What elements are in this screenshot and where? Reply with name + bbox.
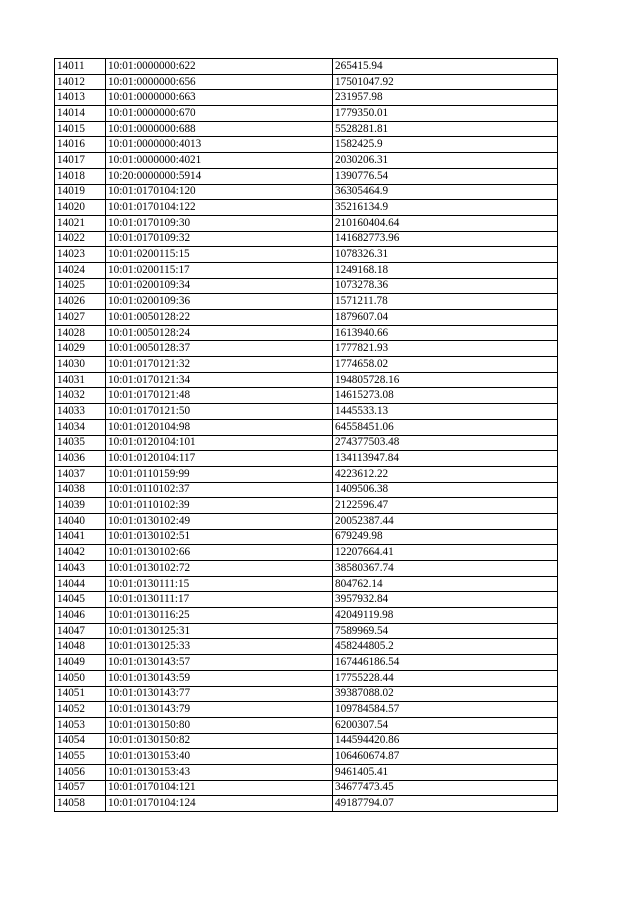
row-number-cell: 14056 (55, 764, 106, 780)
cadastral-number-cell: 10:01:0120104:101 (106, 435, 333, 451)
value-cell: 5528281.81 (333, 121, 558, 137)
cadastral-number-cell: 10:01:0000000:688 (106, 121, 333, 137)
table-row (55, 451, 558, 467)
cadastral-number-cell: 10:01:0050128:22 (106, 310, 333, 326)
cadastral-number-cell: 10:01:0130153:43 (106, 764, 333, 780)
row-number-cell: 14014 (55, 106, 106, 122)
row-number-cell: 14048 (55, 639, 106, 655)
table-row (55, 780, 558, 796)
cadastral-number-cell: 10:01:0130143:77 (106, 686, 333, 702)
table-row (55, 74, 558, 90)
value-cell: 1078326.31 (333, 247, 558, 263)
row-number-cell: 14024 (55, 262, 106, 278)
table-row (55, 90, 558, 106)
row-number-cell: 14054 (55, 733, 106, 749)
cadastral-number-cell: 10:01:0200115:17 (106, 262, 333, 278)
table-row (55, 498, 558, 514)
row-number-cell: 14052 (55, 702, 106, 718)
value-cell: 2122596.47 (333, 498, 558, 514)
row-number-cell: 14031 (55, 372, 106, 388)
row-number-cell: 14032 (55, 388, 106, 404)
value-cell: 49187794.07 (333, 796, 558, 812)
row-number-cell: 14043 (55, 561, 106, 577)
cadastral-number-cell: 10:01:0130143:79 (106, 702, 333, 718)
row-number-cell: 14027 (55, 310, 106, 326)
row-number-cell: 14018 (55, 168, 106, 184)
value-cell: 17501047.92 (333, 74, 558, 90)
table-row (55, 106, 558, 122)
row-number-cell: 14057 (55, 780, 106, 796)
table-row (55, 592, 558, 608)
value-cell: 1409506.38 (333, 482, 558, 498)
row-number-cell: 14019 (55, 184, 106, 200)
value-cell: 1779350.01 (333, 106, 558, 122)
row-number-cell: 14034 (55, 419, 106, 435)
table-row (55, 341, 558, 357)
value-cell: 679249.98 (333, 529, 558, 545)
value-cell: 2030206.31 (333, 153, 558, 169)
cadastral-number-cell: 10:01:0000000:622 (106, 59, 333, 75)
row-number-cell: 14033 (55, 404, 106, 420)
cadastral-number-cell: 10:01:0170121:48 (106, 388, 333, 404)
cadastral-number-cell: 10:01:0000000:4021 (106, 153, 333, 169)
table-row (55, 372, 558, 388)
cadastral-number-cell: 10:01:0170104:124 (106, 796, 333, 812)
cadastral-number-cell: 10:01:0000000:670 (106, 106, 333, 122)
cadastral-number-cell: 10:01:0130150:80 (106, 717, 333, 733)
cadastral-number-cell: 10:01:0130102:66 (106, 545, 333, 561)
row-number-cell: 14021 (55, 215, 106, 231)
table-row (55, 733, 558, 749)
cadastral-number-cell: 10:01:0170121:50 (106, 404, 333, 420)
row-number-cell: 14029 (55, 341, 106, 357)
cadastral-number-cell: 10:01:0130102:49 (106, 513, 333, 529)
value-cell: 1777821.93 (333, 341, 558, 357)
table-row (55, 686, 558, 702)
value-cell: 4223612.22 (333, 466, 558, 482)
value-cell: 141682773.96 (333, 231, 558, 247)
row-number-cell: 14028 (55, 325, 106, 341)
cadastral-number-cell: 10:01:0130143:59 (106, 670, 333, 686)
row-number-cell: 14015 (55, 121, 106, 137)
table-row (55, 717, 558, 733)
value-cell: 1571211.78 (333, 294, 558, 310)
row-number-cell: 14051 (55, 686, 106, 702)
cadastral-number-cell: 10:01:0000000:4013 (106, 137, 333, 153)
table-row (55, 278, 558, 294)
row-number-cell: 14058 (55, 796, 106, 812)
table-row (55, 404, 558, 420)
value-cell: 36305464.9 (333, 184, 558, 200)
row-number-cell: 14047 (55, 623, 106, 639)
row-number-cell: 14030 (55, 357, 106, 373)
table-row (55, 200, 558, 216)
table-row (55, 215, 558, 231)
value-cell: 458244805.2 (333, 639, 558, 655)
value-cell: 20052387.44 (333, 513, 558, 529)
cadastral-number-cell: 10:01:0120104:117 (106, 451, 333, 467)
cadastral-number-cell: 10:01:0110102:39 (106, 498, 333, 514)
cadastral-number-cell: 10:01:0200109:36 (106, 294, 333, 310)
row-number-cell: 14042 (55, 545, 106, 561)
table-row (55, 529, 558, 545)
row-number-cell: 14023 (55, 247, 106, 263)
table-row (55, 670, 558, 686)
cadastral-number-cell: 10:01:0110102:37 (106, 482, 333, 498)
table-row (55, 435, 558, 451)
table-row (55, 749, 558, 765)
row-number-cell: 14050 (55, 670, 106, 686)
value-cell: 38580367.74 (333, 561, 558, 577)
row-number-cell: 14035 (55, 435, 106, 451)
value-cell: 6200307.54 (333, 717, 558, 733)
cadastral-number-cell: 10:01:0170121:32 (106, 357, 333, 373)
value-cell: 7589969.54 (333, 623, 558, 639)
cadastral-number-cell: 10:01:0130111:15 (106, 576, 333, 592)
value-cell: 804762.14 (333, 576, 558, 592)
value-cell: 1582425.9 (333, 137, 558, 153)
table-row (55, 357, 558, 373)
value-cell: 17755228.44 (333, 670, 558, 686)
table-row (55, 796, 558, 812)
value-cell: 1445533.13 (333, 404, 558, 420)
value-cell: 167446186.54 (333, 655, 558, 671)
table-row (55, 325, 558, 341)
value-cell: 64558451.06 (333, 419, 558, 435)
cadastral-number-cell: 10:01:0000000:663 (106, 90, 333, 106)
cadastral-number-cell: 10:01:0130111:17 (106, 592, 333, 608)
row-number-cell: 14012 (55, 74, 106, 90)
value-cell: 134113947.84 (333, 451, 558, 467)
table-row (55, 561, 558, 577)
cadastral-number-cell: 10:01:0130125:33 (106, 639, 333, 655)
table-row (55, 388, 558, 404)
cadastral-number-cell: 10:01:0130116:25 (106, 608, 333, 624)
cadastral-number-cell: 10:01:0130153:40 (106, 749, 333, 765)
row-number-cell: 14040 (55, 513, 106, 529)
table-row (55, 294, 558, 310)
row-number-cell: 14036 (55, 451, 106, 467)
value-cell: 35216134.9 (333, 200, 558, 216)
table-row (55, 466, 558, 482)
value-cell: 1613940.66 (333, 325, 558, 341)
table-row (55, 231, 558, 247)
value-cell: 106460674.87 (333, 749, 558, 765)
value-cell: 265415.94 (333, 59, 558, 75)
table-row (55, 419, 558, 435)
value-cell: 210160404.64 (333, 215, 558, 231)
value-cell: 3957932.84 (333, 592, 558, 608)
row-number-cell: 14041 (55, 529, 106, 545)
table-row (55, 247, 558, 263)
value-cell: 42049119.98 (333, 608, 558, 624)
row-number-cell: 14037 (55, 466, 106, 482)
table-row (55, 764, 558, 780)
cadastral-number-cell: 10:01:0110159:99 (106, 466, 333, 482)
value-cell: 1249168.18 (333, 262, 558, 278)
cadastral-number-cell: 10:01:0050128:24 (106, 325, 333, 341)
table-body (55, 59, 558, 812)
table-row (55, 121, 558, 137)
cadastral-number-cell: 10:01:0170109:32 (106, 231, 333, 247)
value-cell: 12207664.41 (333, 545, 558, 561)
value-cell: 14615273.08 (333, 388, 558, 404)
row-number-cell: 14038 (55, 482, 106, 498)
cadastral-number-cell: 10:01:0170109:30 (106, 215, 333, 231)
cadastral-number-cell: 10:01:0130143:57 (106, 655, 333, 671)
cadastral-number-cell: 10:01:0130102:51 (106, 529, 333, 545)
cadastral-number-cell: 10:20:0000000:5914 (106, 168, 333, 184)
value-cell: 109784584.57 (333, 702, 558, 718)
row-number-cell: 14055 (55, 749, 106, 765)
cadastral-number-cell: 10:01:0170104:120 (106, 184, 333, 200)
row-number-cell: 14022 (55, 231, 106, 247)
value-cell: 274377503.48 (333, 435, 558, 451)
cadastral-number-cell: 10:01:0170121:34 (106, 372, 333, 388)
table-row (55, 608, 558, 624)
row-number-cell: 14016 (55, 137, 106, 153)
value-cell: 9461405.41 (333, 764, 558, 780)
cadastral-number-cell: 10:01:0130125:31 (106, 623, 333, 639)
row-number-cell: 14049 (55, 655, 106, 671)
table-row (55, 184, 558, 200)
cadastral-number-cell: 10:01:0200115:15 (106, 247, 333, 263)
table-row (55, 153, 558, 169)
table-row (55, 639, 558, 655)
cadastral-number-cell: 10:01:0200109:34 (106, 278, 333, 294)
row-number-cell: 14020 (55, 200, 106, 216)
table-row (55, 545, 558, 561)
value-cell: 1390776.54 (333, 168, 558, 184)
value-cell: 34677473.45 (333, 780, 558, 796)
table-row (55, 513, 558, 529)
row-number-cell: 14053 (55, 717, 106, 733)
value-cell: 39387088.02 (333, 686, 558, 702)
table-row (55, 655, 558, 671)
cadastral-number-cell: 10:01:0170104:122 (106, 200, 333, 216)
cadastral-number-cell: 10:01:0050128:37 (106, 341, 333, 357)
cadastral-number-cell: 10:01:0170104:121 (106, 780, 333, 796)
table-row (55, 310, 558, 326)
row-number-cell: 14046 (55, 608, 106, 624)
row-number-cell: 14017 (55, 153, 106, 169)
row-number-cell: 14044 (55, 576, 106, 592)
value-cell: 144594420.86 (333, 733, 558, 749)
cadastral-number-cell: 10:01:0130102:72 (106, 561, 333, 577)
table-row (55, 702, 558, 718)
row-number-cell: 14025 (55, 278, 106, 294)
cadastral-number-cell: 10:01:0130150:82 (106, 733, 333, 749)
value-cell: 1774658.02 (333, 357, 558, 373)
row-number-cell: 14045 (55, 592, 106, 608)
row-number-cell: 14039 (55, 498, 106, 514)
table-row (55, 59, 558, 75)
cadastral-number-cell: 10:01:0120104:98 (106, 419, 333, 435)
row-number-cell: 14013 (55, 90, 106, 106)
table-row (55, 168, 558, 184)
value-cell: 1073278.36 (333, 278, 558, 294)
table-row (55, 623, 558, 639)
table-row (55, 262, 558, 278)
row-number-cell: 14011 (55, 59, 106, 75)
table-row (55, 482, 558, 498)
value-cell: 194805728.16 (333, 372, 558, 388)
data-table (54, 58, 558, 812)
table-row (55, 576, 558, 592)
value-cell: 231957.98 (333, 90, 558, 106)
value-cell: 1879607.04 (333, 310, 558, 326)
table-row (55, 137, 558, 153)
cadastral-number-cell: 10:01:0000000:656 (106, 74, 333, 90)
row-number-cell: 14026 (55, 294, 106, 310)
